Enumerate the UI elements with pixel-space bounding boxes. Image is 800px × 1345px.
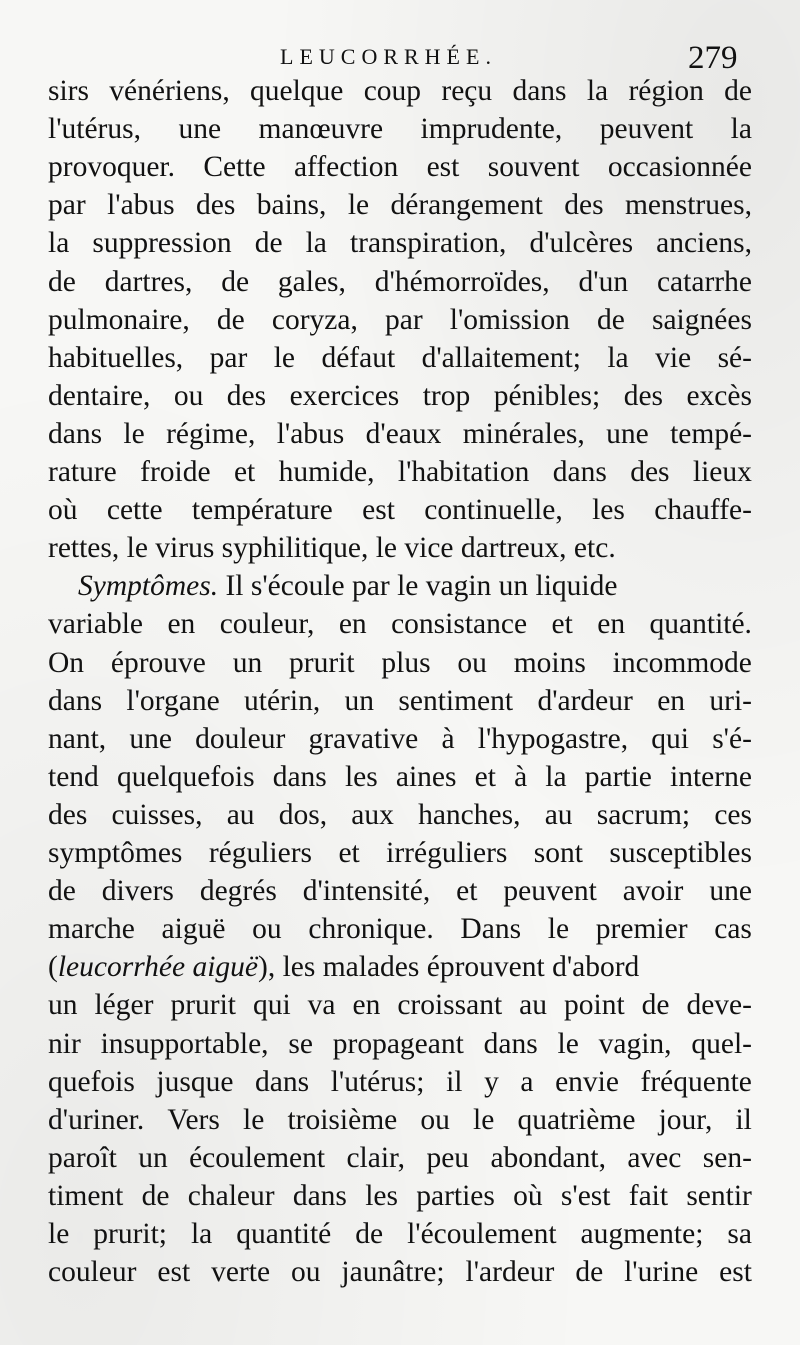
text-line-leucorrhee-aigue (48, 950, 752, 988)
text-line: dans l'organe utérin, un sentiment d'ardeur en uri- (48, 684, 752, 717)
text-line: où cette température est continuelle, les chauffe- (48, 494, 752, 527)
text-line-symptomes (78, 569, 752, 607)
symptomes-line-rest: Il s'écoule par le vagin un liquide (218, 570, 618, 603)
text-line: On éprouve un prurit plus ou moins incommode (48, 646, 752, 679)
text-line: tend quelquefois dans les aines et à la partie interne (48, 760, 752, 793)
text-line: rature froide et humide, l'habitation dans des lieux (48, 456, 752, 488)
paren-open: ( (48, 951, 58, 984)
text-line: nant, une douleur gravative à l'hypogastre, qui s'é- (48, 722, 752, 755)
text-line: provoquer. Cette affection est souvent occasionnée (48, 151, 752, 184)
text-line: marche aiguë ou chronique. Dans le premier cas (48, 913, 752, 946)
leucorrhee-aigue-term: leucorrhée aiguë (57, 951, 258, 984)
text-line: timent de chaleur dans les parties où s'est fait sentir (48, 1179, 752, 1212)
text-line: quefois jusque dans l'utérus; il y a envie fréquente (48, 1065, 752, 1098)
page-number: 279 (688, 40, 738, 76)
text-line: pulmonaire, de coryza, par l'omission de saignées (48, 303, 752, 336)
text-line: le prurit; la quantité de l'écoulement augmente; sa (48, 1218, 752, 1250)
text-line: paroît un écoulement clair, peu abondant, avec sen- (48, 1141, 752, 1174)
text-line: nir insupportable, se propageant dans le vagin, quel- (48, 1027, 752, 1060)
symptomes-heading: Symptômes. (78, 570, 219, 603)
text-line: symptômes réguliers et irréguliers sont susceptibles (48, 837, 752, 869)
text-line: des cuisses, au dos, aux hanches, au sacrum; ces (48, 798, 752, 831)
text-line: l'utérus, une manœuvre imprudente, peuvent la (48, 113, 752, 146)
text-line: couleur est verte ou jaunâtre; l'ardeur de l'urine est (48, 1256, 752, 1289)
leucorrhee-line-rest: ), les malades éprouvent d'abord (258, 951, 640, 984)
text-line: habituelles, par le défaut d'allaitement; la vie sé- (48, 341, 752, 374)
text-line: de divers degrés d'intensité, et peuvent avoir une (48, 875, 752, 908)
text-line: dans le régime, l'abus d'eaux minérales, une tempé- (48, 417, 752, 450)
text-line: de dartres, de gales, d'hémorroïdes, d'un catarrhe (48, 265, 752, 298)
text-line: rettes, le virus syphilitique, le vice dartreux, etc. (48, 532, 616, 565)
text-line: la suppression de la transpiration, d'ulcères anciens, (48, 227, 752, 260)
text-line: sirs vénériens, quelque coup reçu dans la région de (48, 75, 752, 107)
text-line: par l'abus des bains, le dérangement des menstrues, (48, 189, 752, 222)
text-line: un léger prurit qui va en croissant au point de deve- (48, 989, 752, 1022)
text-line: variable en couleur, en consistance et en quantité. (48, 608, 752, 641)
running-title: LEUCORRHÉE. (280, 44, 497, 69)
text-line: dentaire, ou des exercices trop pénibles; des excès (48, 379, 752, 412)
text-line: d'uriner. Vers le troisième ou le quatrième jour, il (48, 1103, 752, 1136)
